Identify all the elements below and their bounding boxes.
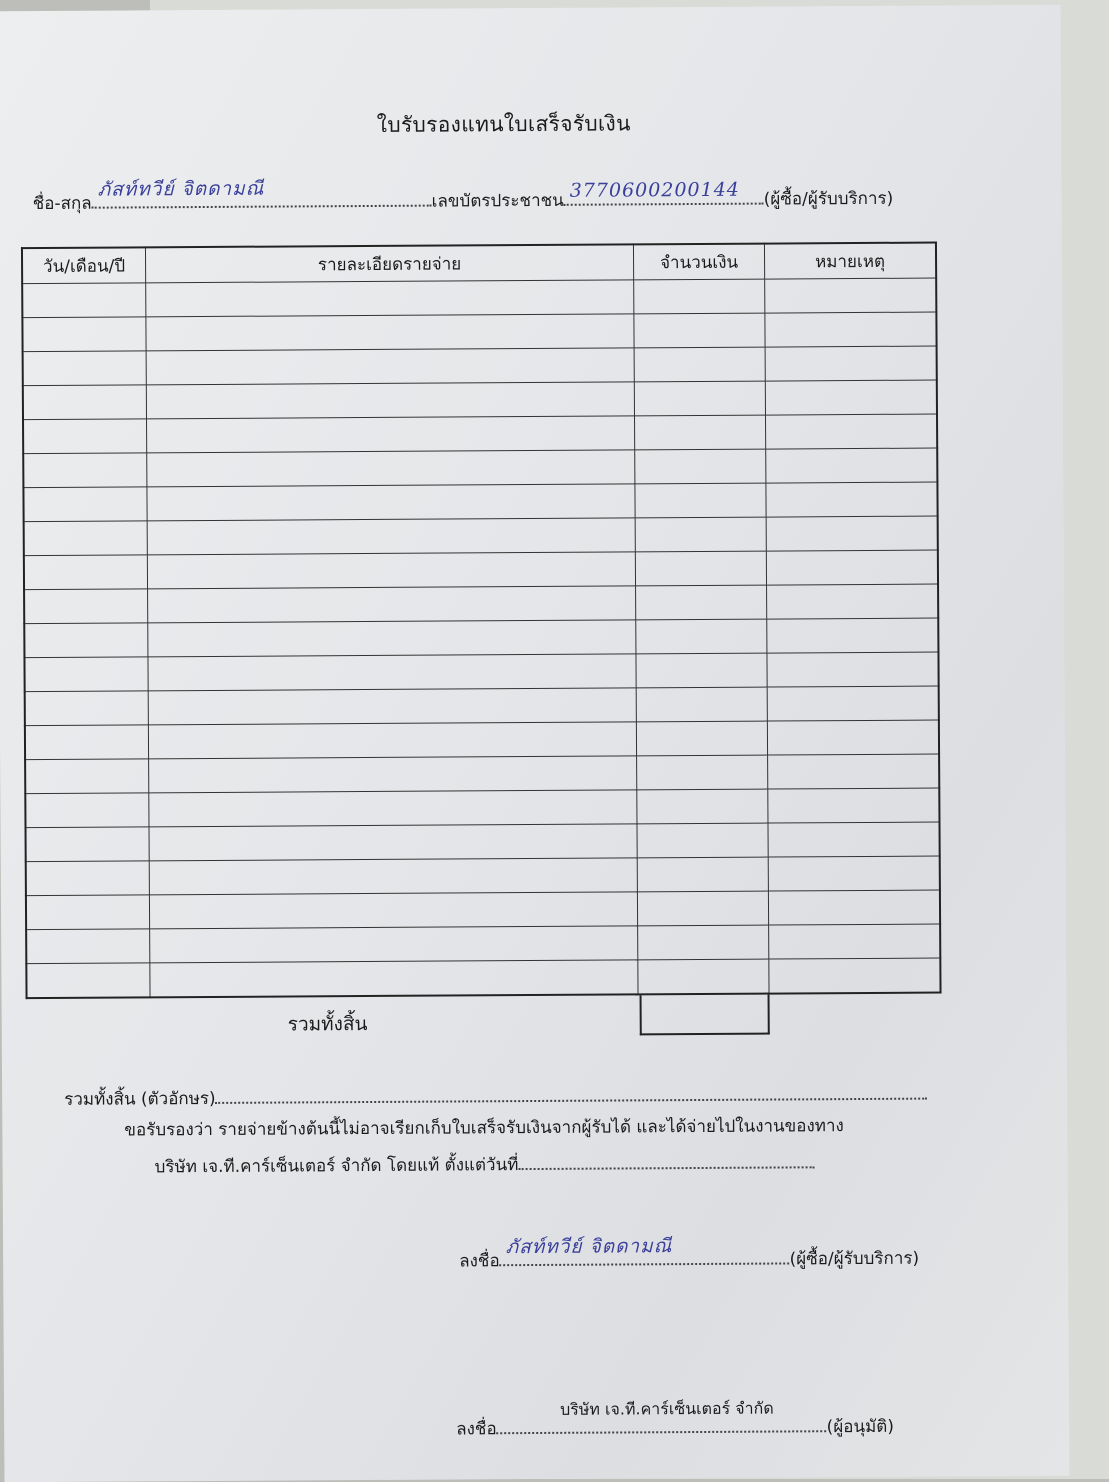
name-field[interactable] — [92, 177, 432, 209]
id-field[interactable] — [564, 178, 764, 206]
amount-cell[interactable] — [637, 789, 768, 824]
buyer-info-line — [32, 177, 894, 217]
date-cell[interactable] — [24, 589, 148, 624]
remarks-cell[interactable] — [765, 346, 937, 381]
remarks-cell[interactable] — [765, 380, 937, 415]
remarks-cell[interactable] — [768, 822, 940, 857]
date-cell[interactable] — [24, 521, 148, 556]
details-cell[interactable] — [147, 484, 635, 521]
amount-cell[interactable] — [637, 823, 768, 858]
date-cell[interactable] — [23, 487, 147, 522]
amount-cell[interactable] — [635, 449, 766, 484]
details-cell[interactable] — [149, 858, 637, 895]
details-cell[interactable] — [146, 280, 634, 317]
table-row — [24, 584, 938, 624]
details-cell[interactable] — [148, 620, 636, 657]
details-cell[interactable] — [148, 688, 636, 725]
approver-sign-label: ลงชื่อ — [456, 1419, 497, 1440]
approver-signature-field[interactable] — [497, 1410, 827, 1434]
details-cell[interactable] — [146, 348, 634, 385]
date-cell[interactable] — [24, 623, 148, 658]
date-cell[interactable] — [24, 657, 148, 692]
id-handwritten: 3770600200144 — [569, 178, 740, 202]
name-label: ชื่อ-สกุล — [32, 193, 92, 215]
amount-cell[interactable] — [635, 483, 766, 518]
amount-cell[interactable] — [635, 517, 766, 552]
date-cell[interactable] — [26, 963, 150, 999]
table-row — [26, 890, 940, 930]
remarks-cell[interactable] — [765, 312, 937, 347]
amount-cell[interactable] — [635, 415, 766, 450]
total-text-field[interactable] — [216, 1078, 928, 1104]
date-cell[interactable] — [25, 691, 149, 726]
table-row — [26, 822, 940, 862]
amount-cell[interactable] — [636, 687, 767, 722]
details-cell[interactable] — [148, 722, 636, 759]
sign-role-label: (ผู้ซื้อ/ผู้รับบริการ) — [789, 1248, 920, 1270]
amount-cell[interactable] — [636, 721, 767, 756]
amount-cell[interactable] — [636, 653, 767, 688]
date-cell[interactable] — [23, 351, 147, 386]
table-header-row — [22, 243, 936, 284]
table-row — [24, 516, 938, 556]
table-row — [26, 856, 940, 896]
table-row — [24, 618, 938, 658]
details-cell[interactable] — [149, 892, 637, 929]
approver-signature-line — [456, 1410, 894, 1443]
amount-cell[interactable] — [634, 347, 765, 382]
date-cell[interactable] — [25, 793, 149, 828]
table-row — [26, 924, 940, 964]
table-row — [23, 448, 937, 488]
total-text-label: รวมทั้งสิ้น (ตัวอักษร) — [64, 1088, 216, 1110]
sign-label: ลงชื่อ — [459, 1251, 500, 1272]
table-row — [23, 346, 937, 386]
amount-cell[interactable] — [634, 279, 765, 314]
header-amount: จำนวนเงิน — [633, 244, 764, 280]
remarks-cell[interactable] — [767, 584, 939, 619]
date-cell[interactable] — [25, 759, 149, 794]
date-cell[interactable] — [22, 283, 146, 318]
start-date-field[interactable] — [518, 1146, 814, 1170]
remarks-cell[interactable] — [768, 890, 940, 925]
amount-cell[interactable] — [638, 925, 769, 960]
id-label: เลขบัตรประชาชน — [431, 190, 564, 212]
details-cell[interactable] — [147, 416, 635, 453]
details-cell[interactable] — [149, 756, 637, 793]
form-title: ใบรับรองแทนใบเสร็จรับเงิน — [376, 111, 631, 137]
details-cell[interactable] — [148, 586, 636, 623]
approver-role-label: (ผู้อนุมัติ) — [826, 1416, 895, 1438]
amount-cell[interactable] — [636, 585, 767, 620]
buyer-signature-handwritten: ภัสท์ทวีย์ จิตดามณี — [505, 1235, 673, 1259]
table-row — [26, 958, 940, 998]
table-row — [23, 482, 937, 522]
table-row — [25, 754, 939, 794]
header-details: รายละเอียดรายจ่าย — [145, 244, 633, 282]
table-row — [22, 312, 936, 352]
date-cell[interactable] — [26, 861, 150, 896]
certify-line-1: ขอรับรองว่า รายจ่ายข้างต้นนี้ไม่อาจเรียกเก็บใบเสร็จรับเงินจากผู้รับได้ และได้จ่ายไปในงานของทาง — [124, 1116, 844, 1141]
date-cell[interactable] — [23, 453, 147, 488]
amount-cell[interactable] — [634, 381, 765, 416]
date-cell[interactable] — [26, 929, 150, 964]
remarks-cell[interactable] — [768, 788, 940, 823]
date-cell[interactable] — [24, 555, 148, 590]
amount-cell[interactable] — [638, 959, 769, 995]
details-cell[interactable] — [147, 450, 635, 487]
details-cell[interactable] — [150, 926, 638, 963]
grand-total-label: รวมทั้งสิ้น — [287, 1013, 368, 1036]
remarks-cell[interactable] — [769, 924, 941, 959]
details-cell[interactable] — [147, 518, 635, 555]
table-row — [25, 788, 939, 828]
details-cell[interactable] — [150, 960, 638, 998]
certify-line-2-text: บริษัท เจ.ที.คาร์เซ็นเตอร์ จำกัด โดยแท้ ตั้งแต่วันที่ — [154, 1155, 519, 1178]
remarks-cell[interactable] — [767, 652, 939, 687]
remarks-cell[interactable] — [765, 278, 937, 313]
table-body — [22, 278, 940, 998]
remarks-cell[interactable] — [765, 414, 937, 449]
amount-cell[interactable] — [634, 313, 765, 348]
receipt-form-paper — [0, 5, 1069, 1482]
date-cell[interactable] — [25, 725, 149, 760]
details-cell[interactable] — [147, 552, 635, 589]
table-row — [25, 686, 939, 726]
details-cell[interactable] — [149, 824, 637, 861]
remarks-cell[interactable] — [766, 516, 938, 551]
remarks-cell[interactable] — [767, 686, 939, 721]
details-cell[interactable] — [148, 654, 636, 691]
date-cell[interactable] — [23, 419, 147, 454]
table-row — [23, 380, 937, 420]
remarks-cell[interactable] — [768, 856, 940, 891]
table-row — [24, 652, 938, 692]
approver-company-print: บริษัท เจ.ที.คาร์เซ็นเตอร์ จำกัด — [560, 1398, 774, 1419]
date-cell[interactable] — [22, 317, 146, 352]
details-cell[interactable] — [146, 314, 634, 351]
amount-cell[interactable] — [637, 857, 768, 892]
buyer-role-label: (ผู้ซื้อ/ผู้รับบริการ) — [763, 188, 894, 210]
certify-line-2 — [154, 1146, 814, 1180]
remarks-cell[interactable] — [767, 720, 939, 755]
amount-cell[interactable] — [637, 755, 768, 790]
header-remarks: หมายเหตุ — [764, 243, 936, 280]
grand-total-cell[interactable] — [640, 995, 770, 1036]
details-cell[interactable] — [146, 382, 634, 419]
buyer-signature-field[interactable] — [500, 1235, 790, 1266]
table-row — [23, 414, 937, 454]
total-text-line — [64, 1078, 928, 1113]
table-row — [25, 720, 939, 760]
remarks-cell[interactable] — [767, 618, 939, 653]
buyer-signature-line — [459, 1235, 920, 1275]
remarks-cell[interactable] — [768, 754, 940, 789]
amount-cell[interactable] — [635, 551, 766, 586]
amount-cell[interactable] — [636, 619, 767, 654]
remarks-cell[interactable] — [766, 482, 938, 517]
date-cell[interactable] — [26, 827, 150, 862]
name-handwritten: ภัสท์ทวีย์ จิตดามณี — [97, 177, 265, 201]
remarks-cell[interactable] — [769, 958, 941, 994]
remarks-cell[interactable] — [766, 550, 938, 585]
table-row — [22, 278, 936, 318]
date-cell[interactable] — [23, 385, 147, 420]
amount-cell[interactable] — [637, 891, 768, 926]
date-cell[interactable] — [26, 895, 150, 930]
table-row — [24, 550, 938, 590]
header-date: วัน/เดือน/ปี — [22, 247, 146, 283]
remarks-cell[interactable] — [766, 448, 938, 483]
details-cell[interactable] — [149, 790, 637, 827]
expense-table — [21, 242, 942, 1000]
